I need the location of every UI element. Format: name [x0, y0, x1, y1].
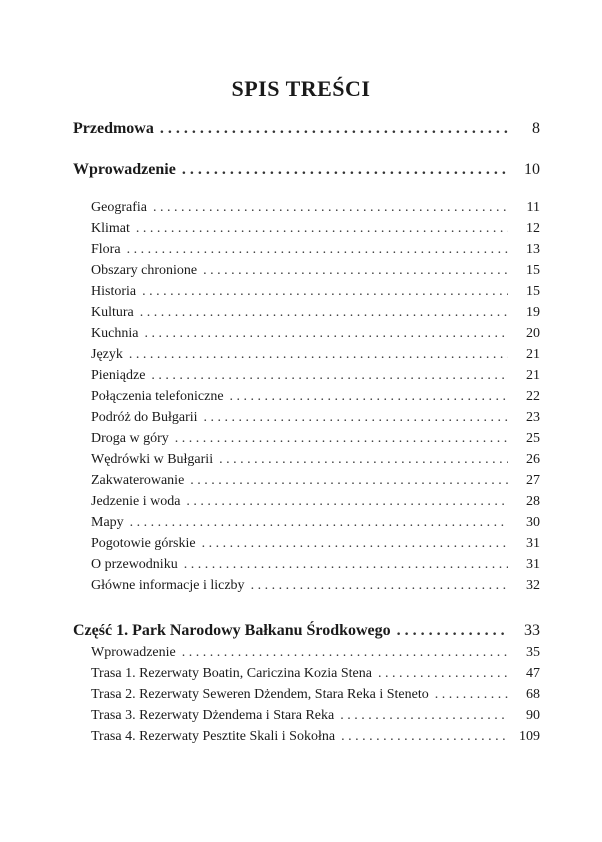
toc-subentry-page: 47 [526, 666, 540, 681]
toc-subentry [91, 389, 540, 405]
toc-subentry-label: Główne informacje i liczby [91, 578, 245, 593]
toc-subentry-label: O przewodniku [91, 557, 178, 572]
leader-dots [144, 326, 508, 342]
toc-subentry [91, 305, 540, 321]
toc-subentry-label: Flora [91, 242, 121, 257]
toc-subentry [91, 515, 540, 531]
leader-dots [435, 687, 508, 703]
leader-dots [397, 622, 508, 640]
toc-subentry [91, 284, 540, 300]
toc-subentry-label: Pieniądze [91, 368, 146, 383]
toc-subentry [91, 452, 540, 468]
toc-subentry [91, 347, 540, 363]
toc-subentry-label: Wprowadzenie [91, 645, 176, 660]
toc-subentry-page: 30 [526, 515, 540, 530]
toc-subentry [91, 263, 540, 279]
toc-subentry-page: 23 [526, 410, 540, 425]
toc-subentry-page: 15 [526, 284, 540, 299]
leader-dots [204, 410, 508, 426]
toc-subentry [91, 326, 540, 342]
toc-entry-page: 33 [524, 622, 540, 639]
toc-subentry [91, 473, 540, 489]
toc-subentry-page: 20 [526, 326, 540, 341]
toc-subentry-label: Geografia [91, 200, 147, 215]
leader-dots [140, 305, 508, 321]
toc-subentry-label: Wędrówki w Bułgarii [91, 452, 214, 467]
leader-dots [182, 161, 508, 179]
toc-subentry-label: Kuchnia [91, 326, 139, 341]
toc-entry-page: 10 [524, 161, 540, 178]
leader-dots [142, 284, 508, 300]
leader-dots [341, 729, 508, 745]
toc-subentry-page: 31 [526, 557, 540, 572]
toc-entry-przedmowa [73, 120, 540, 138]
toc-subentry-page: 11 [526, 200, 540, 215]
leader-dots [190, 473, 508, 489]
toc-subentry-label: Trasa 4. Rezerwaty Pesztite Skali i Sokołna [91, 729, 336, 744]
toc-entry-label: Wprowadzenie [73, 161, 176, 178]
toc-subentry-page: 21 [526, 347, 540, 362]
toc-subentry [91, 200, 540, 216]
leader-dots [251, 578, 508, 594]
leader-dots [129, 347, 508, 363]
toc-subentry [91, 578, 540, 594]
toc-subentry-page: 35 [526, 645, 540, 660]
toc-subentry [91, 431, 540, 447]
toc-subentry-label: Podróż do Bułgarii [91, 410, 198, 425]
toc-subentry [91, 221, 540, 237]
toc-subentry-page: 109 [519, 729, 540, 744]
leader-dots [378, 666, 508, 682]
toc-subentry-page: 15 [526, 263, 540, 278]
toc-subentry-page: 22 [526, 389, 540, 404]
toc-subentry-label: Klimat [91, 221, 130, 236]
toc-entry-label: Przedmowa [73, 120, 154, 137]
toc-subentry-label: Trasa 2. Rezerwaty Seweren Dżendem, Stara Reka i Steneto [91, 687, 429, 702]
toc-subentry-page: 32 [526, 578, 540, 593]
toc-subentry-page: 25 [526, 431, 540, 446]
leader-dots [184, 557, 508, 573]
leader-dots [203, 263, 508, 279]
toc-subentry [91, 242, 540, 258]
toc-subentry-label: Język [91, 347, 123, 362]
toc-subentry [91, 536, 540, 552]
toc-subentry-label: Trasa 3. Rezerwaty Dżendema i Stara Reka [91, 708, 335, 723]
toc-subentry [91, 645, 540, 661]
toc-subentry [91, 687, 540, 703]
toc-subentry [91, 666, 540, 682]
leader-dots [340, 708, 508, 724]
toc-subentry [91, 729, 540, 745]
toc-subentry-label: Droga w góry [91, 431, 169, 446]
leader-dots [182, 645, 508, 661]
leader-dots [175, 431, 508, 447]
leader-dots [230, 389, 508, 405]
leader-dots [136, 221, 508, 237]
toc-subentry-page: 12 [526, 221, 540, 236]
toc-subentry-label: Trasa 1. Rezerwaty Boatin, Cariczina Kozia Stena [91, 666, 372, 681]
toc-subentry-label: Mapy [91, 515, 124, 530]
toc-subentry [91, 368, 540, 384]
leader-dots [202, 536, 508, 552]
toc-entry-wprowadzenie [73, 161, 540, 179]
toc-entry-part1 [73, 622, 540, 640]
leader-dots [151, 368, 508, 384]
toc-subentry-page: 26 [526, 452, 540, 467]
toc-subentry-page: 27 [526, 473, 540, 488]
toc-subentry-label: Jedzenie i woda [91, 494, 181, 509]
leader-dots [153, 200, 508, 216]
toc-subentry-label: Połączenia telefoniczne [91, 389, 224, 404]
toc-subentry [91, 708, 540, 724]
toc-subentry-label: Kultura [91, 305, 134, 320]
leader-dots [186, 494, 508, 510]
toc-subentry-label: Historia [91, 284, 137, 299]
toc-subentry-label: Obszary chronione [91, 263, 198, 278]
toc-subentry-page: 31 [526, 536, 540, 551]
toc-subentry-page: 90 [526, 708, 540, 723]
toc-subentry-page: 68 [526, 687, 540, 702]
toc-entry-page: 8 [532, 120, 540, 137]
page-title: SPIS TREŚCI [231, 76, 371, 101]
toc-subentry [91, 494, 540, 510]
toc-subentry-page: 21 [526, 368, 540, 383]
leader-dots [219, 452, 508, 468]
toc-subentry [91, 410, 540, 426]
toc-subentry-page: 28 [526, 494, 540, 509]
leader-dots [127, 242, 508, 258]
leader-dots [160, 120, 508, 138]
toc-subentry-page: 13 [526, 242, 540, 257]
toc-subentry-label: Pogotowie górskie [91, 536, 196, 551]
toc-subentry-label: Zakwaterowanie [91, 473, 185, 488]
toc-subentry [91, 557, 540, 573]
leader-dots [130, 515, 508, 531]
toc-entry-label: Część 1. Park Narodowy Bałkanu Środkowego [73, 622, 391, 639]
toc-subentry-page: 19 [526, 305, 540, 320]
